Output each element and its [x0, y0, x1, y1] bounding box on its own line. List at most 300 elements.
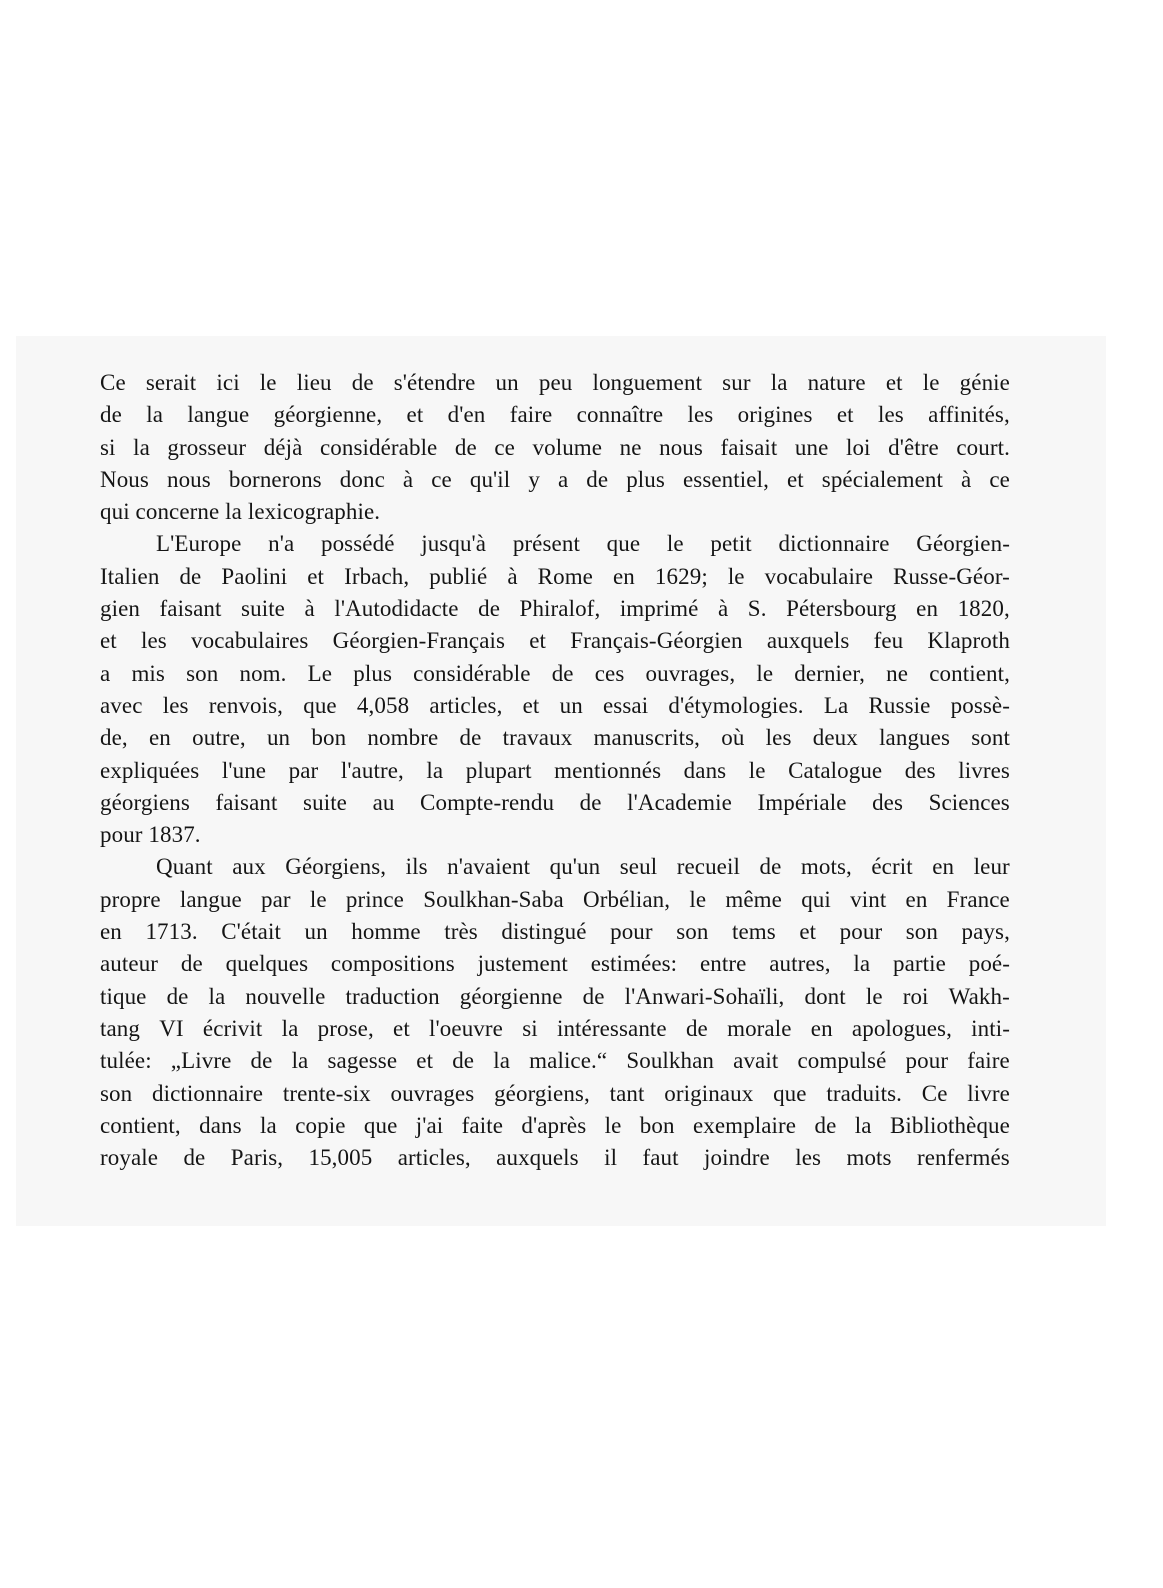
- text-line: [100, 1045, 1010, 1077]
- word: d'après: [521, 1112, 587, 1138]
- word: distingué: [501, 919, 587, 945]
- text-line: [100, 367, 1010, 399]
- word: trente-six: [282, 1080, 371, 1106]
- word: par: [261, 886, 291, 912]
- word: le: [689, 886, 707, 912]
- word: de: [478, 596, 501, 622]
- text-line: [100, 722, 1010, 754]
- word: France: [946, 886, 1010, 912]
- word: 4,058: [356, 692, 410, 718]
- word: 1820,: [957, 596, 1010, 622]
- word: 1713.: [145, 919, 198, 945]
- word: ouvrages,: [645, 660, 736, 686]
- word: et: [393, 1015, 410, 1041]
- word: ils: [405, 854, 428, 880]
- word: le: [604, 1112, 622, 1138]
- word: dans: [683, 757, 727, 783]
- text-line: [100, 787, 1010, 819]
- word: poé-: [968, 951, 1010, 977]
- word: Soulkhan: [626, 1048, 715, 1074]
- word: langue: [187, 402, 250, 428]
- word: Phiralof,: [519, 596, 601, 622]
- word: le: [259, 370, 277, 395]
- word: dernier,: [794, 660, 866, 686]
- word: en: [613, 563, 635, 589]
- word: faisant: [215, 789, 278, 815]
- word: des: [904, 757, 936, 783]
- word: imprimé: [619, 596, 699, 622]
- word: compulsé: [797, 1048, 887, 1074]
- text-line: [100, 658, 1010, 690]
- word: la: [146, 402, 164, 428]
- word: en: [916, 596, 939, 622]
- text-line: [100, 399, 1010, 431]
- word: l'autre,: [340, 757, 404, 783]
- word: Impériale: [757, 789, 847, 815]
- word: Géorgien-: [916, 531, 1010, 557]
- word: la: [426, 757, 444, 783]
- word: ce: [431, 466, 452, 492]
- word: entre: [699, 951, 747, 977]
- word: gien: [100, 596, 140, 622]
- word: même: [725, 886, 782, 912]
- word: à: [402, 466, 414, 492]
- word: et: [100, 628, 117, 654]
- word: y: [528, 466, 540, 492]
- word: au: [372, 789, 395, 815]
- word: Nous: [100, 466, 149, 492]
- word: estimées:: [590, 951, 678, 977]
- word: pour: [839, 919, 883, 945]
- word: en: [905, 886, 928, 912]
- word: à: [961, 466, 972, 492]
- word: dictionnaire: [152, 1080, 264, 1106]
- word: la: [854, 1112, 872, 1138]
- word: mots,: [800, 854, 852, 880]
- word: justement: [477, 951, 568, 977]
- word: S.: [747, 596, 767, 622]
- word: petit: [710, 531, 752, 557]
- word: mentionnés: [554, 757, 662, 783]
- word: à: [304, 596, 315, 622]
- word: considérable: [319, 434, 438, 460]
- word: affinités,: [928, 402, 1010, 428]
- word: et: [799, 919, 817, 945]
- word: à: [717, 596, 729, 622]
- word: écrit: [871, 854, 913, 880]
- word: apologues,: [851, 1015, 952, 1041]
- word: Klaproth: [927, 628, 1010, 654]
- word: copie: [295, 1112, 346, 1138]
- word: et: [885, 370, 903, 395]
- word: travaux: [502, 725, 573, 751]
- word: Rome: [537, 563, 593, 589]
- text-line: [100, 593, 1010, 625]
- word: avec: [100, 692, 143, 718]
- word: de: [100, 402, 122, 428]
- word: présent: [512, 531, 580, 557]
- word: la: [291, 1048, 309, 1074]
- word: en: [932, 854, 955, 880]
- word: C'était: [221, 919, 281, 945]
- word: Russie: [868, 692, 931, 718]
- word: faisant: [159, 596, 222, 622]
- word: spécialement: [821, 466, 944, 492]
- word: la: [770, 370, 788, 395]
- word: dictionnaire: [778, 531, 890, 557]
- word: homme: [351, 919, 421, 945]
- word: et: [786, 466, 804, 492]
- word: par: [288, 757, 319, 783]
- word: Paris,: [230, 1145, 284, 1171]
- body-text: [100, 367, 1010, 1174]
- word: nombre: [367, 725, 439, 751]
- word: Géorgiens,: [285, 854, 387, 880]
- word: son: [186, 660, 219, 686]
- word: publié: [429, 563, 488, 589]
- word: en: [100, 919, 122, 945]
- word: Irbach,: [344, 563, 410, 589]
- word: et: [529, 628, 547, 654]
- word: mots: [846, 1145, 892, 1171]
- word: faire: [967, 1048, 1010, 1074]
- word: le: [748, 757, 766, 783]
- word: VI: [159, 1015, 184, 1041]
- word: langue: [179, 886, 242, 912]
- word: Italien: [100, 563, 160, 589]
- word: connaître: [576, 402, 664, 428]
- word: ce: [494, 434, 515, 460]
- word: a: [100, 660, 111, 686]
- word: de: [183, 1145, 206, 1171]
- word: nouvelle: [245, 983, 326, 1009]
- word: son: [905, 919, 938, 945]
- word: qu'il: [469, 466, 511, 492]
- word: les: [877, 402, 904, 428]
- word: d'être: [888, 434, 939, 460]
- word: et: [416, 1048, 434, 1074]
- word: et: [307, 563, 325, 589]
- word: articles,: [397, 1145, 471, 1171]
- word: un: [559, 692, 583, 718]
- word: exemplaire: [692, 1112, 797, 1138]
- word: les: [162, 692, 189, 718]
- word: génie: [959, 370, 1010, 395]
- word: considérable: [413, 660, 531, 686]
- word: les: [687, 402, 714, 428]
- word: très: [444, 919, 478, 945]
- word: 15,005: [308, 1145, 373, 1171]
- word: Sciences: [928, 789, 1010, 815]
- word: si: [522, 1015, 538, 1041]
- word: tique: [100, 983, 147, 1009]
- word: renfermés: [916, 1145, 1010, 1171]
- word: de: [454, 434, 477, 460]
- word: de: [759, 854, 782, 880]
- word: ouvrages: [390, 1080, 475, 1106]
- text-line: [100, 884, 1010, 916]
- word: faut: [642, 1145, 679, 1171]
- word: le: [922, 370, 940, 395]
- word: d'en: [447, 402, 486, 428]
- word: renvois,: [208, 692, 284, 718]
- word: possè-: [950, 692, 1010, 718]
- word: il: [604, 1145, 618, 1171]
- word: de,: [100, 725, 128, 751]
- word: l'oeuvre: [429, 1015, 503, 1041]
- word: Orbélian,: [583, 886, 671, 912]
- word: son: [676, 919, 709, 945]
- word: Bibliothèque: [889, 1112, 1010, 1138]
- word: sont: [971, 725, 1010, 751]
- word: de: [351, 370, 374, 395]
- word: Le: [307, 660, 333, 686]
- word: de: [452, 1048, 475, 1074]
- word: ces: [594, 660, 625, 686]
- word: la: [493, 1048, 511, 1074]
- word: morale: [727, 1015, 792, 1041]
- word: d'étymologies.: [668, 692, 804, 718]
- word: contient,: [100, 1112, 181, 1138]
- word: n'avaient: [447, 854, 531, 880]
- word: leur: [973, 854, 1010, 880]
- word: Paolini: [221, 563, 288, 589]
- word: outre,: [192, 725, 246, 751]
- word: autres,: [769, 951, 831, 977]
- word: a: [557, 466, 569, 492]
- word: bon: [639, 1112, 675, 1138]
- word: L'Europe: [156, 531, 242, 557]
- word: articles,: [429, 692, 503, 718]
- word: auxquels: [496, 1145, 579, 1171]
- word: le: [309, 886, 327, 912]
- word: si: [100, 434, 116, 460]
- text-line: [100, 528, 1010, 560]
- word: faisait: [720, 434, 778, 460]
- word: volume: [532, 434, 603, 460]
- word: seul: [619, 854, 658, 880]
- word: de: [166, 983, 189, 1009]
- word: Géorgien-Français: [332, 628, 506, 654]
- text-line: [100, 1110, 1010, 1142]
- word: de: [459, 725, 482, 751]
- word: un: [495, 370, 519, 395]
- word: livres: [958, 757, 1010, 783]
- word: ne: [619, 434, 642, 460]
- word: recueil: [676, 854, 740, 880]
- word: de: [250, 1048, 273, 1074]
- word: dont: [804, 983, 846, 1009]
- word: que: [773, 1080, 807, 1106]
- word: l'Autodidacte: [334, 596, 459, 622]
- word: sur: [722, 370, 751, 395]
- word: j'ai: [415, 1112, 444, 1138]
- word: la: [853, 951, 871, 977]
- word: dans: [199, 1112, 242, 1138]
- word: de: [551, 660, 574, 686]
- word: „Livre: [170, 1048, 232, 1074]
- word: ici: [216, 370, 240, 395]
- word: origines: [737, 402, 813, 428]
- word: royale: [100, 1145, 159, 1171]
- word: grosseur: [167, 434, 247, 460]
- word: avait: [733, 1048, 779, 1074]
- word: tulée:: [100, 1048, 152, 1074]
- word: la: [208, 983, 226, 1009]
- word: prose,: [317, 1015, 374, 1041]
- text-line: [100, 464, 1010, 496]
- word: l'une: [221, 757, 267, 783]
- word: de: [586, 466, 609, 492]
- word: Wakh-: [948, 983, 1010, 1009]
- word: nature: [807, 370, 866, 395]
- text-line: [100, 755, 1010, 787]
- word: intéressante: [556, 1015, 667, 1041]
- word: de: [685, 1015, 708, 1041]
- word: peu: [538, 370, 573, 395]
- word: Ce: [100, 370, 126, 395]
- word: inti-: [971, 1015, 1010, 1041]
- word: l'Academie: [627, 789, 732, 815]
- word: bon: [311, 725, 347, 751]
- word: vint: [850, 886, 887, 912]
- word: essai: [603, 692, 649, 718]
- word: l'Anwari-Sohaïli,: [624, 983, 785, 1009]
- word: Pétersbourg: [786, 596, 897, 622]
- word: court.: [956, 434, 1010, 460]
- text-line: [100, 851, 1010, 883]
- word: Français-Géorgien: [570, 628, 743, 654]
- word: géorgienne,: [273, 402, 383, 428]
- text-line: pour 1837.: [100, 822, 201, 848]
- word: ne: [886, 660, 909, 686]
- text-line: qui concerne la lexicographie.: [100, 499, 381, 525]
- word: que: [606, 531, 641, 557]
- word: un: [266, 725, 291, 751]
- word: plus: [353, 660, 392, 686]
- word: la: [133, 434, 150, 460]
- text-line: [100, 948, 1010, 980]
- word: à: [507, 563, 518, 589]
- word: expliquées: [100, 757, 200, 783]
- word: pour: [610, 919, 653, 945]
- word: que: [363, 1112, 398, 1138]
- word: une: [794, 434, 829, 460]
- word: Russe-Géor-: [893, 563, 1010, 589]
- word: propre: [100, 886, 161, 912]
- word: Quant: [156, 854, 213, 880]
- word: nous: [166, 466, 211, 492]
- word: nom.: [239, 660, 287, 686]
- word: nous: [659, 434, 703, 460]
- word: originaux: [664, 1080, 754, 1106]
- word: partie: [892, 951, 946, 977]
- word: suite: [241, 596, 285, 622]
- word: prince: [345, 886, 404, 912]
- word: des: [872, 789, 904, 815]
- word: les: [140, 628, 167, 654]
- word: de: [582, 983, 605, 1009]
- word: feu: [873, 628, 904, 654]
- word: loi: [845, 434, 871, 460]
- word: Compte-rendu: [420, 789, 555, 815]
- text-line: [100, 981, 1010, 1013]
- word: tant: [609, 1080, 645, 1106]
- word: les: [765, 725, 792, 751]
- word: qui: [801, 886, 831, 912]
- word: suite: [303, 789, 347, 815]
- word: n'a: [268, 531, 295, 557]
- word: vocabulaires: [191, 628, 309, 654]
- word: joindre: [704, 1145, 770, 1171]
- word: bornerons: [228, 466, 322, 492]
- word: pays,: [961, 919, 1010, 945]
- text-line: [100, 1013, 1010, 1045]
- word: vocabulaire: [764, 563, 873, 589]
- word: et: [522, 692, 540, 718]
- word: le: [865, 983, 883, 1009]
- text-line: [100, 1142, 1010, 1174]
- word: tang: [100, 1015, 140, 1041]
- word: auxquels: [766, 628, 850, 654]
- text-line: [100, 690, 1010, 722]
- word: longuement: [592, 370, 703, 395]
- word: mis: [131, 660, 165, 686]
- word: le: [756, 660, 774, 686]
- word: manuscrits,: [593, 725, 701, 751]
- word: lieu: [296, 370, 332, 395]
- word: contient,: [929, 660, 1010, 686]
- word: la: [281, 1015, 299, 1041]
- word: 1629;: [654, 563, 708, 589]
- text-line: [100, 625, 1010, 657]
- word: écrivit: [202, 1015, 263, 1041]
- word: plupart: [465, 757, 532, 783]
- word: de: [814, 1112, 837, 1138]
- word: Catalogue: [788, 757, 883, 783]
- word: aux: [232, 854, 266, 880]
- word: de: [180, 951, 203, 977]
- word: traduits.: [826, 1080, 902, 1106]
- word: tems: [731, 919, 776, 945]
- word: essentiel,: [682, 466, 769, 492]
- word: traduction: [345, 983, 440, 1009]
- word: la: [260, 1112, 277, 1138]
- word: les: [795, 1145, 822, 1171]
- text-line: [100, 1078, 1010, 1110]
- word: sagesse: [327, 1048, 398, 1074]
- word: le: [666, 531, 684, 557]
- word: le: [727, 563, 745, 589]
- word: possédé: [320, 531, 395, 557]
- word: en: [148, 725, 171, 751]
- word: son: [100, 1080, 133, 1106]
- word: faire: [509, 402, 553, 428]
- word: et: [406, 402, 424, 428]
- word: langues: [879, 725, 951, 751]
- word: faite: [461, 1112, 504, 1138]
- text-line: [100, 916, 1010, 948]
- word: livre: [967, 1080, 1010, 1106]
- word: serait: [145, 370, 197, 395]
- word: quelques: [225, 951, 309, 977]
- word: donc: [339, 466, 385, 492]
- word: pour: [905, 1048, 949, 1074]
- word: ce: [989, 466, 1010, 492]
- word: géorgiens,: [494, 1080, 590, 1106]
- word: malice.“: [529, 1048, 608, 1074]
- word: et: [836, 402, 854, 428]
